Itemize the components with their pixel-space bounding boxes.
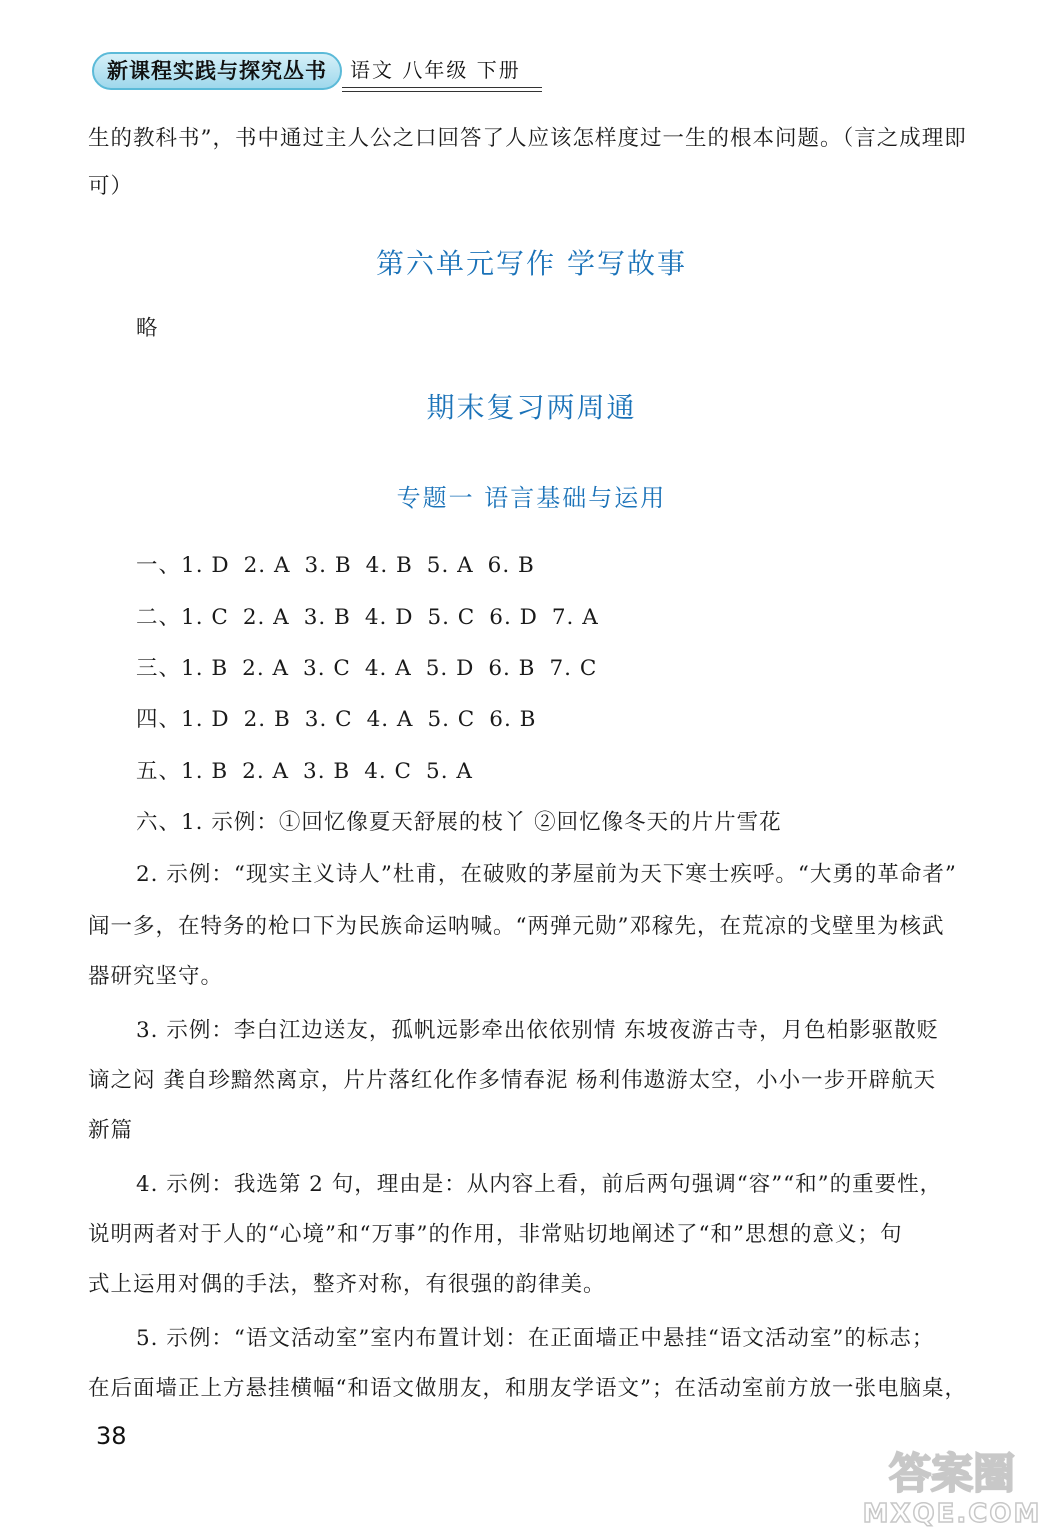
header-rule: [342, 87, 542, 88]
book-subtitle: 语文 八年级 下册: [350, 58, 521, 82]
answer-row: [136, 600, 613, 631]
answer-row: [136, 754, 487, 785]
answer-item: 4. C: [364, 759, 413, 784]
answer-item: 3. B: [303, 759, 351, 784]
topic-heading: 专题一 语言基础与运用: [396, 484, 667, 512]
answer-item: 5. D: [425, 656, 475, 681]
answer-row-prefix: 三、: [136, 656, 182, 681]
answer-row-prefix: 五、: [136, 759, 182, 784]
answer-item: 6. B: [487, 553, 535, 578]
answer-row-prefix: 二、: [136, 605, 182, 630]
watermark-logo: [852, 1440, 1052, 1530]
answer-item: 1. B: [181, 656, 229, 681]
answer-item: 4. A: [364, 656, 412, 681]
answer-row: [136, 548, 549, 579]
answer-row: [136, 702, 550, 733]
answer-row-prefix: 一、: [136, 553, 182, 578]
answer-item: 7. C: [549, 656, 598, 681]
answer-item: 3. B: [304, 553, 352, 578]
intro-line-2: 可）: [88, 174, 134, 199]
answer-item: 2. A: [242, 656, 290, 681]
q6-2-line-1: 2. 示例：“现实主义诗人”杜甫，在破败的茅屋前为天下寒士疾呼。“大勇的革命者”: [136, 862, 957, 887]
answer-item: 3. B: [303, 605, 351, 630]
q6-2-line-3: 器研究坚守。: [88, 964, 224, 989]
q6-4-line-3: 式上运用对偶的手法，整齐对称，有很强的韵律美。: [88, 1272, 606, 1297]
answer-row-prefix: 四、: [136, 707, 182, 732]
watermark-text: 答案圈: [888, 1449, 1016, 1498]
section-heading-review: 期末复习两周通: [426, 391, 637, 424]
answer-row: [136, 651, 611, 682]
answer-item: 5. C: [427, 605, 476, 630]
header-rule-secondary: [342, 91, 542, 92]
answer-item: 3. C: [304, 707, 353, 732]
answer-item: 5. A: [426, 759, 473, 784]
q6-3-line-2: 谪之闷 龚自珍黯然离京，片片落红化作多情春泥 杨利伟遨游太空，小小一步开辟航天: [88, 1068, 937, 1093]
answer-item: 1. B: [181, 759, 229, 784]
answer-item: 2. A: [242, 759, 290, 784]
answer-item: 5. C: [427, 707, 476, 732]
answer-item: 4. D: [364, 605, 414, 630]
page-header: [92, 52, 542, 94]
answer-item: 6. D: [489, 605, 538, 630]
answer-item: 6. B: [488, 656, 536, 681]
q6-3-line-3: 新篇: [88, 1118, 134, 1143]
page-number: 38: [96, 1422, 127, 1450]
answer-item: 3. C: [303, 656, 351, 681]
q6-5-line-2: 在后面墙正上方悬挂横幅“和语文做朋友，和朋友学语文”；在活动室前方放一张电脑桌，: [88, 1376, 967, 1401]
intro-line-1: 生的教科书”，书中通过主人公之口回答了人应该怎样度过一生的根本问题。（言之成理即: [88, 126, 967, 151]
answer-item: 1. C: [181, 605, 229, 630]
writing-body: 略: [136, 316, 159, 341]
section-heading-writing: 第六单元写作 学写故事: [376, 247, 687, 280]
q6-5-line-1: 5. 示例：“语文活动室”室内布置计划：在正面墙正中悬挂“语文活动室”的标志；: [136, 1326, 935, 1351]
q6-1: 六、1. 示例：①回忆像夏天舒展的枝丫 ②回忆像冬天的片片雪花: [136, 810, 782, 835]
series-title-badge: 新课程实践与探究丛书: [92, 52, 342, 90]
q6-4-line-1: 4. 示例：我选第 2 句，理由是：从内容上看，前后两句强调“容”“和”的重要性，: [136, 1172, 943, 1197]
watermark-url: MXQE.COM: [862, 1499, 1042, 1529]
q6-2-line-2: 闻一多，在特务的枪口下为民族命运呐喊。“两弹元勋”邓稼先，在荒凉的戈壁里为核武: [88, 914, 945, 939]
answer-item: 6. B: [489, 707, 537, 732]
answer-item: 1. D: [181, 553, 230, 578]
answer-item: 2. A: [242, 605, 290, 630]
answer-item: 5. A: [426, 553, 474, 578]
answer-item: 7. A: [551, 605, 599, 630]
q6-3-line-1: 3. 示例：李白江边送友，孤帆远影牵出依依别情 东坡夜游古寺，月色柏影驱散贬: [136, 1018, 940, 1043]
answer-item: 4. B: [365, 553, 413, 578]
answer-item: 2. B: [243, 707, 291, 732]
answer-item: 2. A: [243, 553, 291, 578]
answer-item: 1. D: [181, 707, 230, 732]
q6-4-line-2: 说明两者对于人的“心境”和“万事”的作用，非常贴切地阐述了“和”思想的意义；句: [88, 1222, 903, 1247]
answer-item: 4. A: [366, 707, 414, 732]
